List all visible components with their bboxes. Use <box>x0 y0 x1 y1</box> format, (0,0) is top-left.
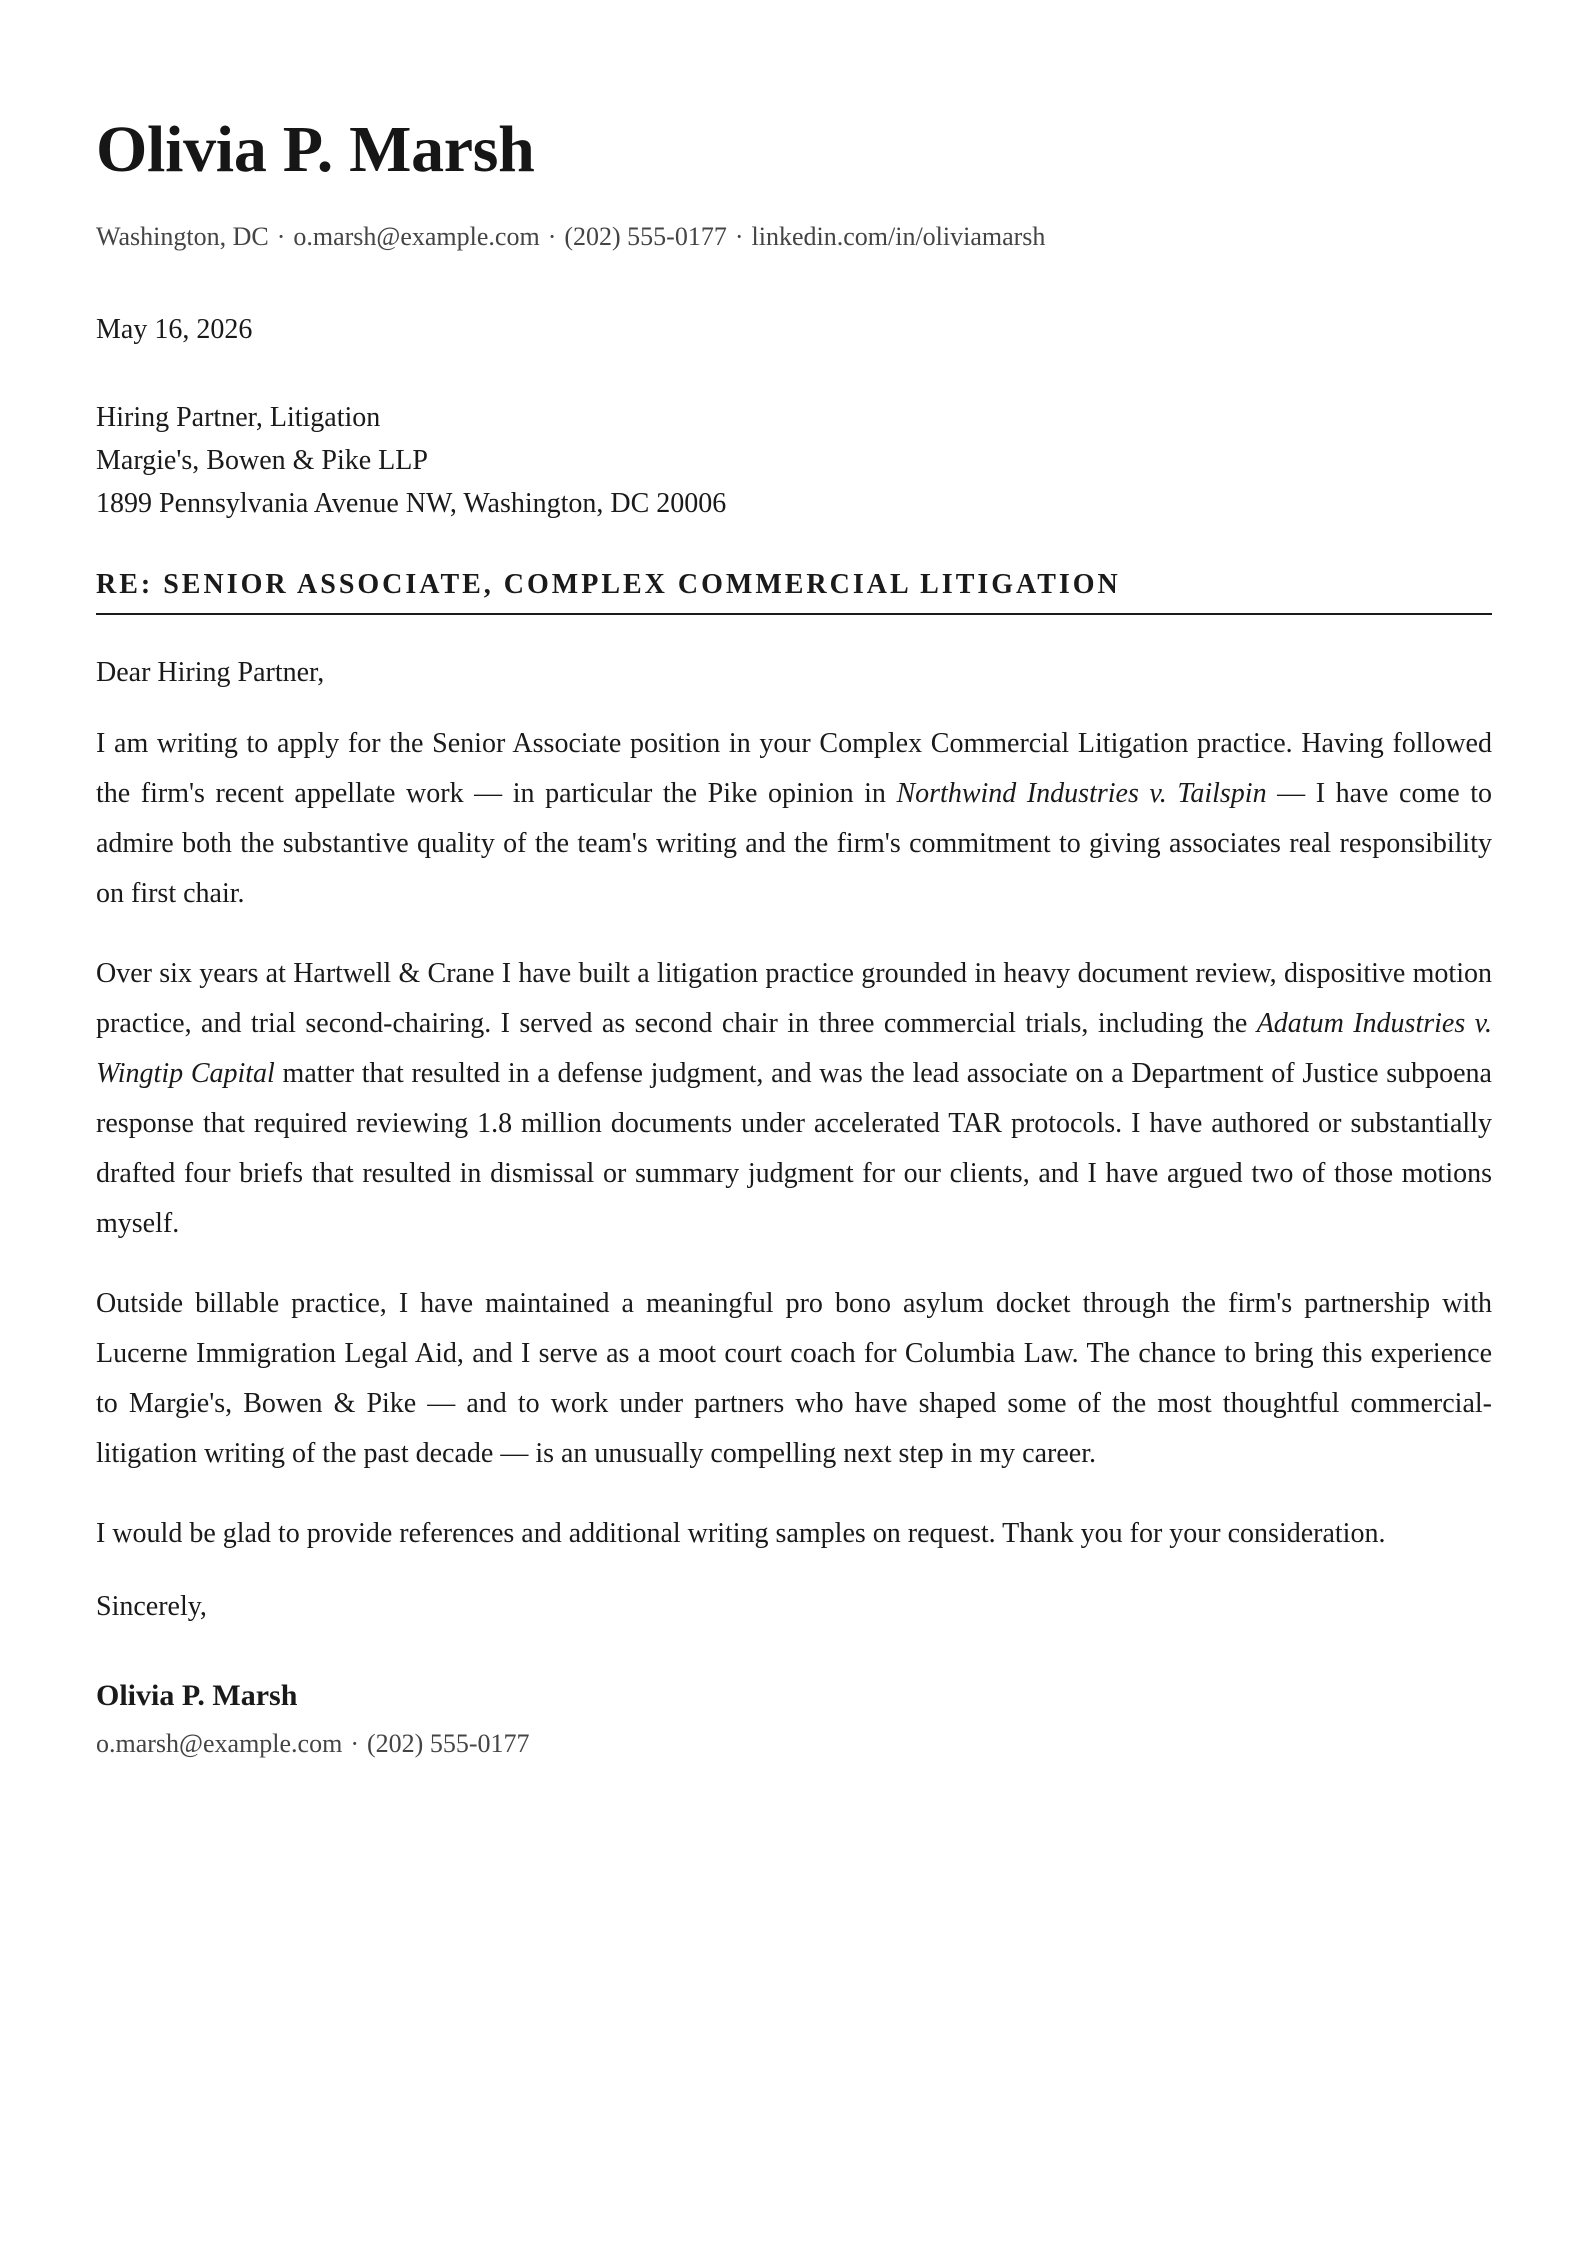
contact-separator: · <box>276 222 286 251</box>
letter-date: May 16, 2026 <box>96 314 253 345</box>
paragraph-text: Over six years at Hartwell & Crane I have built a litigation practice grounded in heavy document review, dispositive motion practice, and trial second-chairing. I served as second chair in three commercial trials, including the <box>96 958 1492 1039</box>
recipient-block <box>96 396 1492 525</box>
signature-separator: · <box>350 1729 359 1758</box>
contact-separator: · <box>547 222 557 251</box>
body-paragraph-4: I would be glad to provide references and additional writing samples on request. Thank you for your consideration. <box>96 1518 1386 1549</box>
case-name: Adatum Industries v. Wingtip Capital <box>96 1008 1493 1089</box>
signature-phone: (202) 555-0177 <box>367 1729 530 1758</box>
applicant-name: Olivia P. Marsh <box>96 113 535 186</box>
contact-line <box>96 220 1492 254</box>
recipient-firm: Margie's, Bowen & Pike LLP <box>96 445 428 476</box>
body-paragraph-2 <box>96 949 1492 1249</box>
signature-contact <box>96 1727 1492 1761</box>
contact-location: Washington, DC <box>96 222 269 251</box>
recipient-address: 1899 Pennsylvania Avenue NW, Washington, DC 20006 <box>96 488 727 519</box>
salutation: Dear Hiring Partner, <box>96 657 325 688</box>
contact-email: o.marsh@example.com <box>293 222 540 251</box>
paragraph-text: — I have come to admire both the substantive quality of the team's writing and the firm's commitment to giving associates real responsibility on first chair. <box>96 778 1492 909</box>
body-paragraph-3: Outside billable practice, I have maintained a meaningful pro bono asylum docket through the firm's partnership with Lucerne Immigration Legal Aid, and I serve as a moot court coach for Columbia Law. The chance to bring this experience to Margie's, Bowen & Pike — and to work under partners who have shaped some of the most thoughtful commercial-litigation writing of the past decade — is an unusually compelling next step in my career. <box>96 1288 1492 1469</box>
closing: Sincerely, <box>96 1591 207 1622</box>
body-paragraph-1 <box>96 719 1492 919</box>
case-name: Northwind Industries v. Tailspin <box>896 778 1267 809</box>
paragraph-text: matter that resulted in a defense judgment, and was the lead associate on a Department of Justice subpoena response that required reviewing 1.8 million documents under accelerated TAR protocols. I have authored or substantially drafted four briefs that resulted in dismissal or summary judgment for our clients, and I have argued two of those motions myself. <box>96 1058 1492 1239</box>
contact-phone: (202) 555-0177 <box>564 222 727 251</box>
subject-line: RE: SENIOR ASSOCIATE, COMPLEX COMMERCIAL LITIGATION <box>96 567 1492 615</box>
recipient-title: Hiring Partner, Litigation <box>96 402 381 433</box>
contact-separator: · <box>734 222 744 251</box>
signature-email: o.marsh@example.com <box>96 1729 343 1758</box>
contact-linkedin: linkedin.com/in/oliviamarsh <box>751 222 1046 251</box>
paragraph-text: I am writing to apply for the Senior Associate position in your Complex Commercial Litigation practice. Having followed the firm's recent appellate work — in particular the Pike opinion in <box>96 728 1492 809</box>
signature-name: Olivia P. Marsh <box>96 1679 298 1712</box>
